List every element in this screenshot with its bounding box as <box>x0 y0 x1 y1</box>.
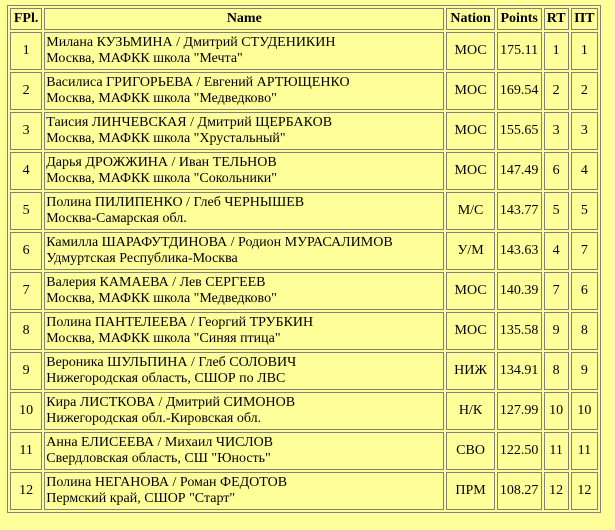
place-cell: 9 <box>10 352 42 390</box>
club-name: Москва, МАФКК школа "Медведково" <box>46 291 277 306</box>
place-cell: 1 <box>10 32 42 70</box>
pair-names: Анна ЕЛИСЕЕВА / Михаил ЧИСЛОВ <box>46 435 274 450</box>
points-cell: 143.77 <box>497 192 542 230</box>
pt-cell: 10 <box>571 392 598 430</box>
name-cell <box>44 472 444 510</box>
club-name: Москва, МАФКК школа "Сокольники" <box>46 171 277 186</box>
club-name: Свердловская область, СШ "Юность" <box>46 451 271 466</box>
table-row <box>10 152 598 190</box>
rt-cell: 10 <box>544 392 569 430</box>
nation-cell: ПРМ <box>446 472 494 510</box>
points-cell: 140.39 <box>497 272 542 310</box>
results-table <box>7 5 601 513</box>
pair-names: Дарья ДРОЖЖИНА / Иван ТЕЛЬНОВ <box>46 155 277 170</box>
header-row <box>10 8 598 30</box>
name-cell <box>44 352 444 390</box>
nation-cell: МОС <box>446 312 494 350</box>
club-name: Нижегородская область, СШОР по ЛВС <box>46 371 286 386</box>
points-cell: 175.11 <box>497 32 542 70</box>
club-name: Удмуртская Республика-Москва <box>46 251 238 266</box>
club-name: Москва, МАФКК школа "Хрустальный" <box>46 131 286 146</box>
pt-cell: 11 <box>571 432 598 470</box>
place-cell: 10 <box>10 392 42 430</box>
nation-cell: СВО <box>446 432 494 470</box>
rt-cell: 11 <box>544 432 569 470</box>
header-nation: Nation <box>446 8 494 30</box>
name-cell <box>44 392 444 430</box>
rt-cell: 5 <box>544 192 569 230</box>
pair-names: Милана КУЗЬМИНА / Дмитрий СТУДЕНИКИН <box>46 35 336 50</box>
rt-cell: 4 <box>544 232 569 270</box>
points-cell: 143.63 <box>497 232 542 270</box>
table-row <box>10 272 598 310</box>
rt-cell: 7 <box>544 272 569 310</box>
rt-cell: 1 <box>544 32 569 70</box>
header-points: Points <box>497 8 542 30</box>
club-name: Пермский край, СШОР "Старт" <box>46 491 236 506</box>
name-cell <box>44 192 444 230</box>
pair-names: Валерия КАМАЕВА / Лев СЕРГЕЕВ <box>46 275 266 290</box>
table-row <box>10 472 598 510</box>
pt-cell: 3 <box>571 112 598 150</box>
pt-cell: 2 <box>571 72 598 110</box>
points-cell: 108.27 <box>497 472 542 510</box>
nation-cell: МОС <box>446 112 494 150</box>
pair-names: Полина НЕГАНОВА / Роман ФЕДОТОВ <box>46 475 288 490</box>
place-cell: 8 <box>10 312 42 350</box>
table-row <box>10 192 598 230</box>
table-row <box>10 392 598 430</box>
pair-names: Василиса ГРИГОРЬЕВА / Евгений АРТЮЩЕНКО <box>46 75 350 90</box>
pt-cell: 12 <box>571 472 598 510</box>
pair-names: Таисия ЛИНЧЕВСКАЯ / Дмитрий ЩЕРБАКОВ <box>46 115 333 130</box>
club-name: Москва, МАФКК школа "Синяя птица" <box>46 331 281 346</box>
pt-cell: 7 <box>571 232 598 270</box>
pt-cell: 1 <box>571 32 598 70</box>
club-name: Нижегородская обл.-Кировская обл. <box>46 411 262 426</box>
nation-cell: М/С <box>446 192 494 230</box>
name-cell <box>44 232 444 270</box>
points-cell: 155.65 <box>497 112 542 150</box>
name-cell <box>44 272 444 310</box>
name-cell <box>44 312 444 350</box>
rt-cell: 9 <box>544 312 569 350</box>
place-cell: 5 <box>10 192 42 230</box>
nation-cell: У/М <box>446 232 494 270</box>
club-name: Москва, МАФКК школа "Мечта" <box>46 51 243 66</box>
place-cell: 11 <box>10 432 42 470</box>
pt-cell: 6 <box>571 272 598 310</box>
name-cell <box>44 112 444 150</box>
header-pt: ПТ <box>571 8 598 30</box>
club-name: Москва, МАФКК школа "Медведково" <box>46 91 277 106</box>
place-cell: 12 <box>10 472 42 510</box>
table-row <box>10 232 598 270</box>
nation-cell: Н/К <box>446 392 494 430</box>
table-row <box>10 312 598 350</box>
pair-names: Кира ЛИСТКОВА / Дмитрий СИМОНОВ <box>46 395 296 410</box>
name-cell <box>44 32 444 70</box>
place-cell: 7 <box>10 272 42 310</box>
rt-cell: 3 <box>544 112 569 150</box>
rt-cell: 2 <box>544 72 569 110</box>
name-cell <box>44 432 444 470</box>
place-cell: 3 <box>10 112 42 150</box>
rt-cell: 8 <box>544 352 569 390</box>
points-cell: 147.49 <box>497 152 542 190</box>
table-row <box>10 352 598 390</box>
place-cell: 2 <box>10 72 42 110</box>
points-cell: 135.58 <box>497 312 542 350</box>
nation-cell: НИЖ <box>446 352 494 390</box>
points-cell: 122.50 <box>497 432 542 470</box>
pair-names: Вероника ШУЛЬПИНА / Глеб СОЛОВИЧ <box>46 355 297 370</box>
header-fpl: FPl. <box>10 8 42 30</box>
pt-cell: 5 <box>571 192 598 230</box>
pair-names: Полина ПАНТЕЛЕЕВА / Георгий ТРУБКИН <box>46 315 314 330</box>
rt-cell: 6 <box>544 152 569 190</box>
club-name: Москва-Самарская обл. <box>46 211 187 226</box>
pt-cell: 9 <box>571 352 598 390</box>
results-body <box>10 32 598 510</box>
name-cell <box>44 72 444 110</box>
points-cell: 169.54 <box>497 72 542 110</box>
points-cell: 127.99 <box>497 392 542 430</box>
place-cell: 4 <box>10 152 42 190</box>
name-cell <box>44 152 444 190</box>
nation-cell: МОС <box>446 72 494 110</box>
table-row <box>10 432 598 470</box>
header-rt: RT <box>544 8 569 30</box>
nation-cell: МОС <box>446 152 494 190</box>
pt-cell: 8 <box>571 312 598 350</box>
rt-cell: 12 <box>544 472 569 510</box>
place-cell: 6 <box>10 232 42 270</box>
points-cell: 134.91 <box>497 352 542 390</box>
pair-names: Камилла ШАРАФУТДИНОВА / Родион МУРАСАЛИМОВ <box>46 235 393 250</box>
nation-cell: МОС <box>446 272 494 310</box>
nation-cell: МОС <box>446 32 494 70</box>
pt-cell: 4 <box>571 152 598 190</box>
table-row <box>10 72 598 110</box>
table-row <box>10 32 598 70</box>
header-name: Name <box>44 8 444 30</box>
pair-names: Полина ПИЛИПЕНКО / Глеб ЧЕРНЫШЕВ <box>46 195 305 210</box>
table-row <box>10 112 598 150</box>
